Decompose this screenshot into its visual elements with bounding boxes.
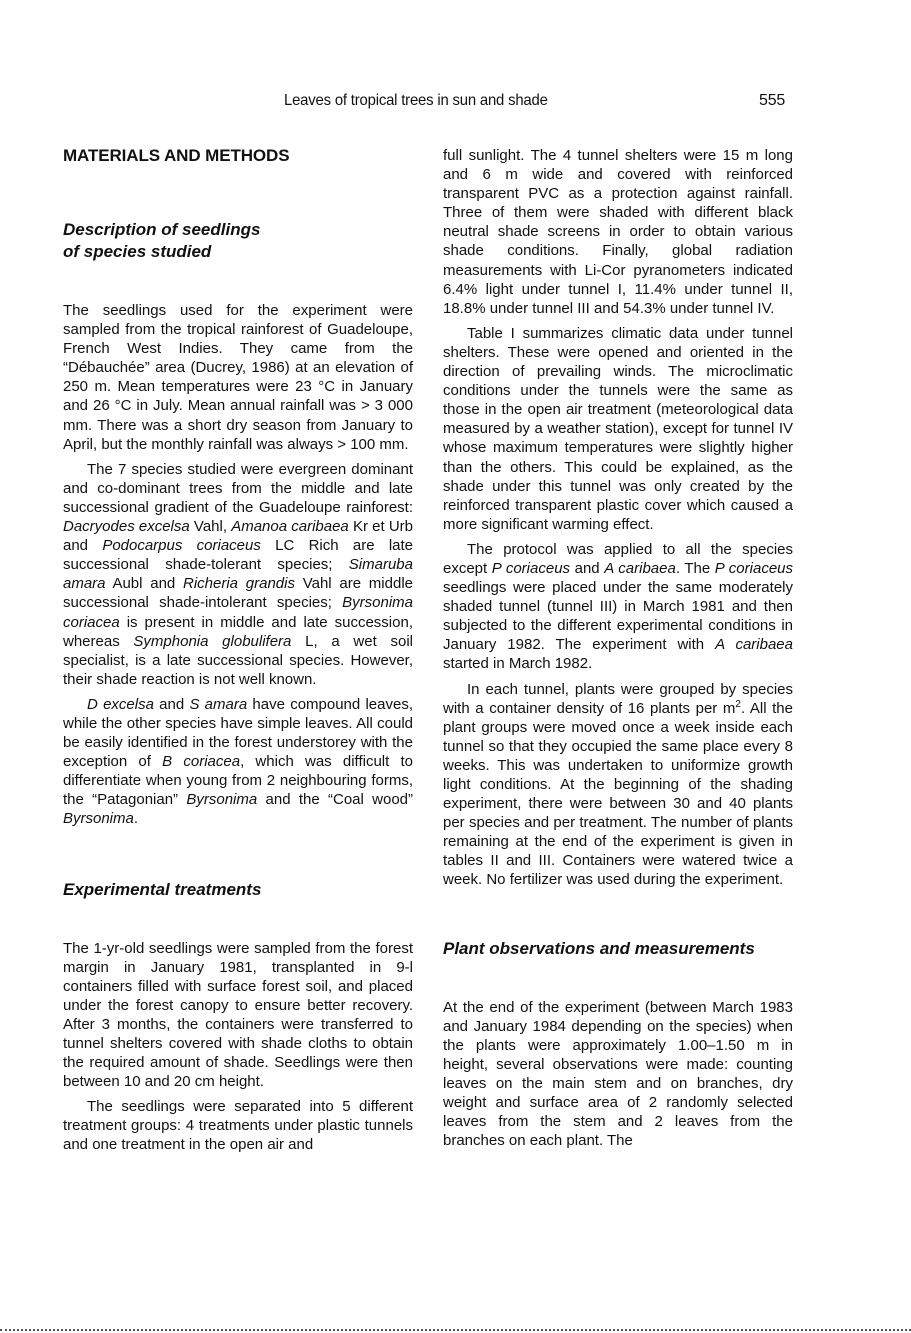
paragraph-tunnel-shelters: full sunlight. The 4 tunnel shelters were 15 m long and 6 m wide and covered with reinforced transparent PVC as a protection against rainfall. Three of them were shaded with different black neutral shade screens in order to obtain various shade conditions. Finally, global radiation measurements with Li-Cor pyranometers indicated 6.4% light under tunnel I, 11.4% under tunnel II, 18.8% under tunnel III and 54.3% under tunnel IV. xyxy=(443,147,793,317)
page-number: 555 xyxy=(759,92,786,109)
species-name: Dacryodes excelsa xyxy=(63,518,190,536)
species-name: P coriaceus xyxy=(491,559,571,577)
paragraph-leaf-types: D excelsa and S amara have compound leaves, while the other species have simple leaves. All could be easily identified in the forest understorey with the exception of B coriacea, which was difficult to differentiate when young from 2 neighbouring forms, the “Patagonian” Byrsonima and the “Coal wood” Byrsonima. xyxy=(63,695,414,828)
species-name: B coriacea xyxy=(162,753,241,771)
running-header xyxy=(0,92,911,112)
running-title: Leaves of tropical trees in sun and shade xyxy=(284,92,548,109)
paragraph-seedlings-origin: The seedlings used for the experiment were sampled from the tropical rainforest of Guadeloupe, French West Indies. They came from the “Débauchée” area (Ducrey, 1986) at an elevation of 250 m. Mean temperatures were 23 °C in January and 26 °C in July. Mean annual rainfall was > 3 000 mm. There was a short dry season from January to April, but the monthly rainfall was always > 100 mm. xyxy=(63,302,413,453)
paragraph-plant-grouping: In each tunnel, plants were grouped by species with a container density of 16 plants per $m^2$. All the plant groups were moved once a week inside each tunnel so that they occupied the same place every 8 weeks. This was undertaken to uniformize growth light conditions. At the beginning of the shading experiment, there were between 30 and 40 plants per species and per treatment. The number of plants remaining at the end of the experiment is given in tables II and III. Containers were watered twice a week. No fertilizer was used during the experiment. xyxy=(443,680,793,889)
subheading-plant-observations: Plant observations and measurements xyxy=(443,938,755,958)
paragraph-climatic-data: Table I summarizes climatic data under tunnel shelters. These were opened and oriented in the direction of prevailing winds. The microclimatic conditions under the tunnels were the same as those in the open air treatment (meteorological data measured by a weather station), except for tunnel IV whose maximum temperatures were slightly higher than the others. This could be explained, as the shade under this tunnel was only created by the reinforced transparent plastic cover which caused a more significant warming effect. xyxy=(443,324,793,533)
species-name: Podocarpus coriaceus xyxy=(102,537,261,555)
species-name: S amara xyxy=(189,695,248,713)
paragraph-measurements: At the end of the experiment (between March 1983 and January 1984 depending on the species) when the plants were approximately 1.00–1.50 m in height, several observations were made: counting leaves on the main stem and on branches, dry weight and surface area of 2 randomly selected leaves from the stem and 2 leaves from the branches on each plant. The xyxy=(443,998,793,1150)
species-name: A caribaea xyxy=(604,559,676,577)
species-name: P coriaceus xyxy=(714,559,793,577)
species-name: Byrsonima xyxy=(63,810,134,828)
species-name: A caribaea xyxy=(715,636,793,654)
subheading-description-of-seedlings xyxy=(63,219,413,263)
species-name: Byrsonima coriacea xyxy=(63,594,413,631)
species-name: Amanoa caribaea xyxy=(231,518,349,536)
paragraph-species-studied: The 7 species studied were evergreen dominant and co-dominant trees from the middle and late successional gradient of the Guadeloupe rainforest: Dacryodes excelsa Vahl, Amanoa caribaea Kr et Urb and Podocarpus coriaceus LC Rich are late successional shade-tolerant species; Simaruba amara Aubl and Richeria grandis Vahl are middle successional shade-intolerant species; Byrsonima coriacea is present in middle and late succession, whereas Symphonia globulifera L, a wet soil specialist, is a late successional species. However, their shade reaction is not well known. xyxy=(63,460,413,688)
subheading-line-1: Description of seedlings xyxy=(63,220,261,239)
species-name: Byrsonima xyxy=(186,791,258,809)
subheading-experimental-treatments: Experimental treatments xyxy=(63,879,262,899)
paragraph-seedling-preparation: The 1-yr-old seedlings were sampled from the forest margin in January 1981, transplanted in 9-l containers filled with surface forest soil, and placed under the forest canopy to ensure better recovery. After 3 months, the containers were transferred to tunnel shelters covered with shade cloths to obtain the required amount of shade. Seedlings were then between 10 and 20 cm height. xyxy=(63,939,413,1091)
section-heading-materials-methods: MATERIALS AND METHODS xyxy=(63,146,290,165)
left-column xyxy=(63,146,413,1155)
paragraph-treatment-groups: The seedlings were separated into 5 different treatment groups: 4 treatments under plastic tunnels and one treatment in the open air and xyxy=(63,1098,413,1154)
right-column xyxy=(443,146,793,1150)
superscript: 2 xyxy=(735,698,741,710)
species-name: D excelsa xyxy=(87,695,154,713)
species-name: Simaruba amara xyxy=(63,556,413,593)
bottom-dotted-rule xyxy=(0,1329,911,1331)
species-name: Richeria grandis xyxy=(183,575,295,593)
paragraph-protocol: The protocol was applied to all the species except P coriaceus and A caribaea. The P coriaceus seedlings were placed under the same moderately shaded tunnel (tunnel III) in March 1981 and then subjected to the different experimental conditions in January 1982. The experiment with A caribaea started in March 1982. xyxy=(443,540,793,673)
species-name: Symphonia globulifera xyxy=(133,632,292,650)
subheading-line-2: of species studied xyxy=(63,242,212,261)
